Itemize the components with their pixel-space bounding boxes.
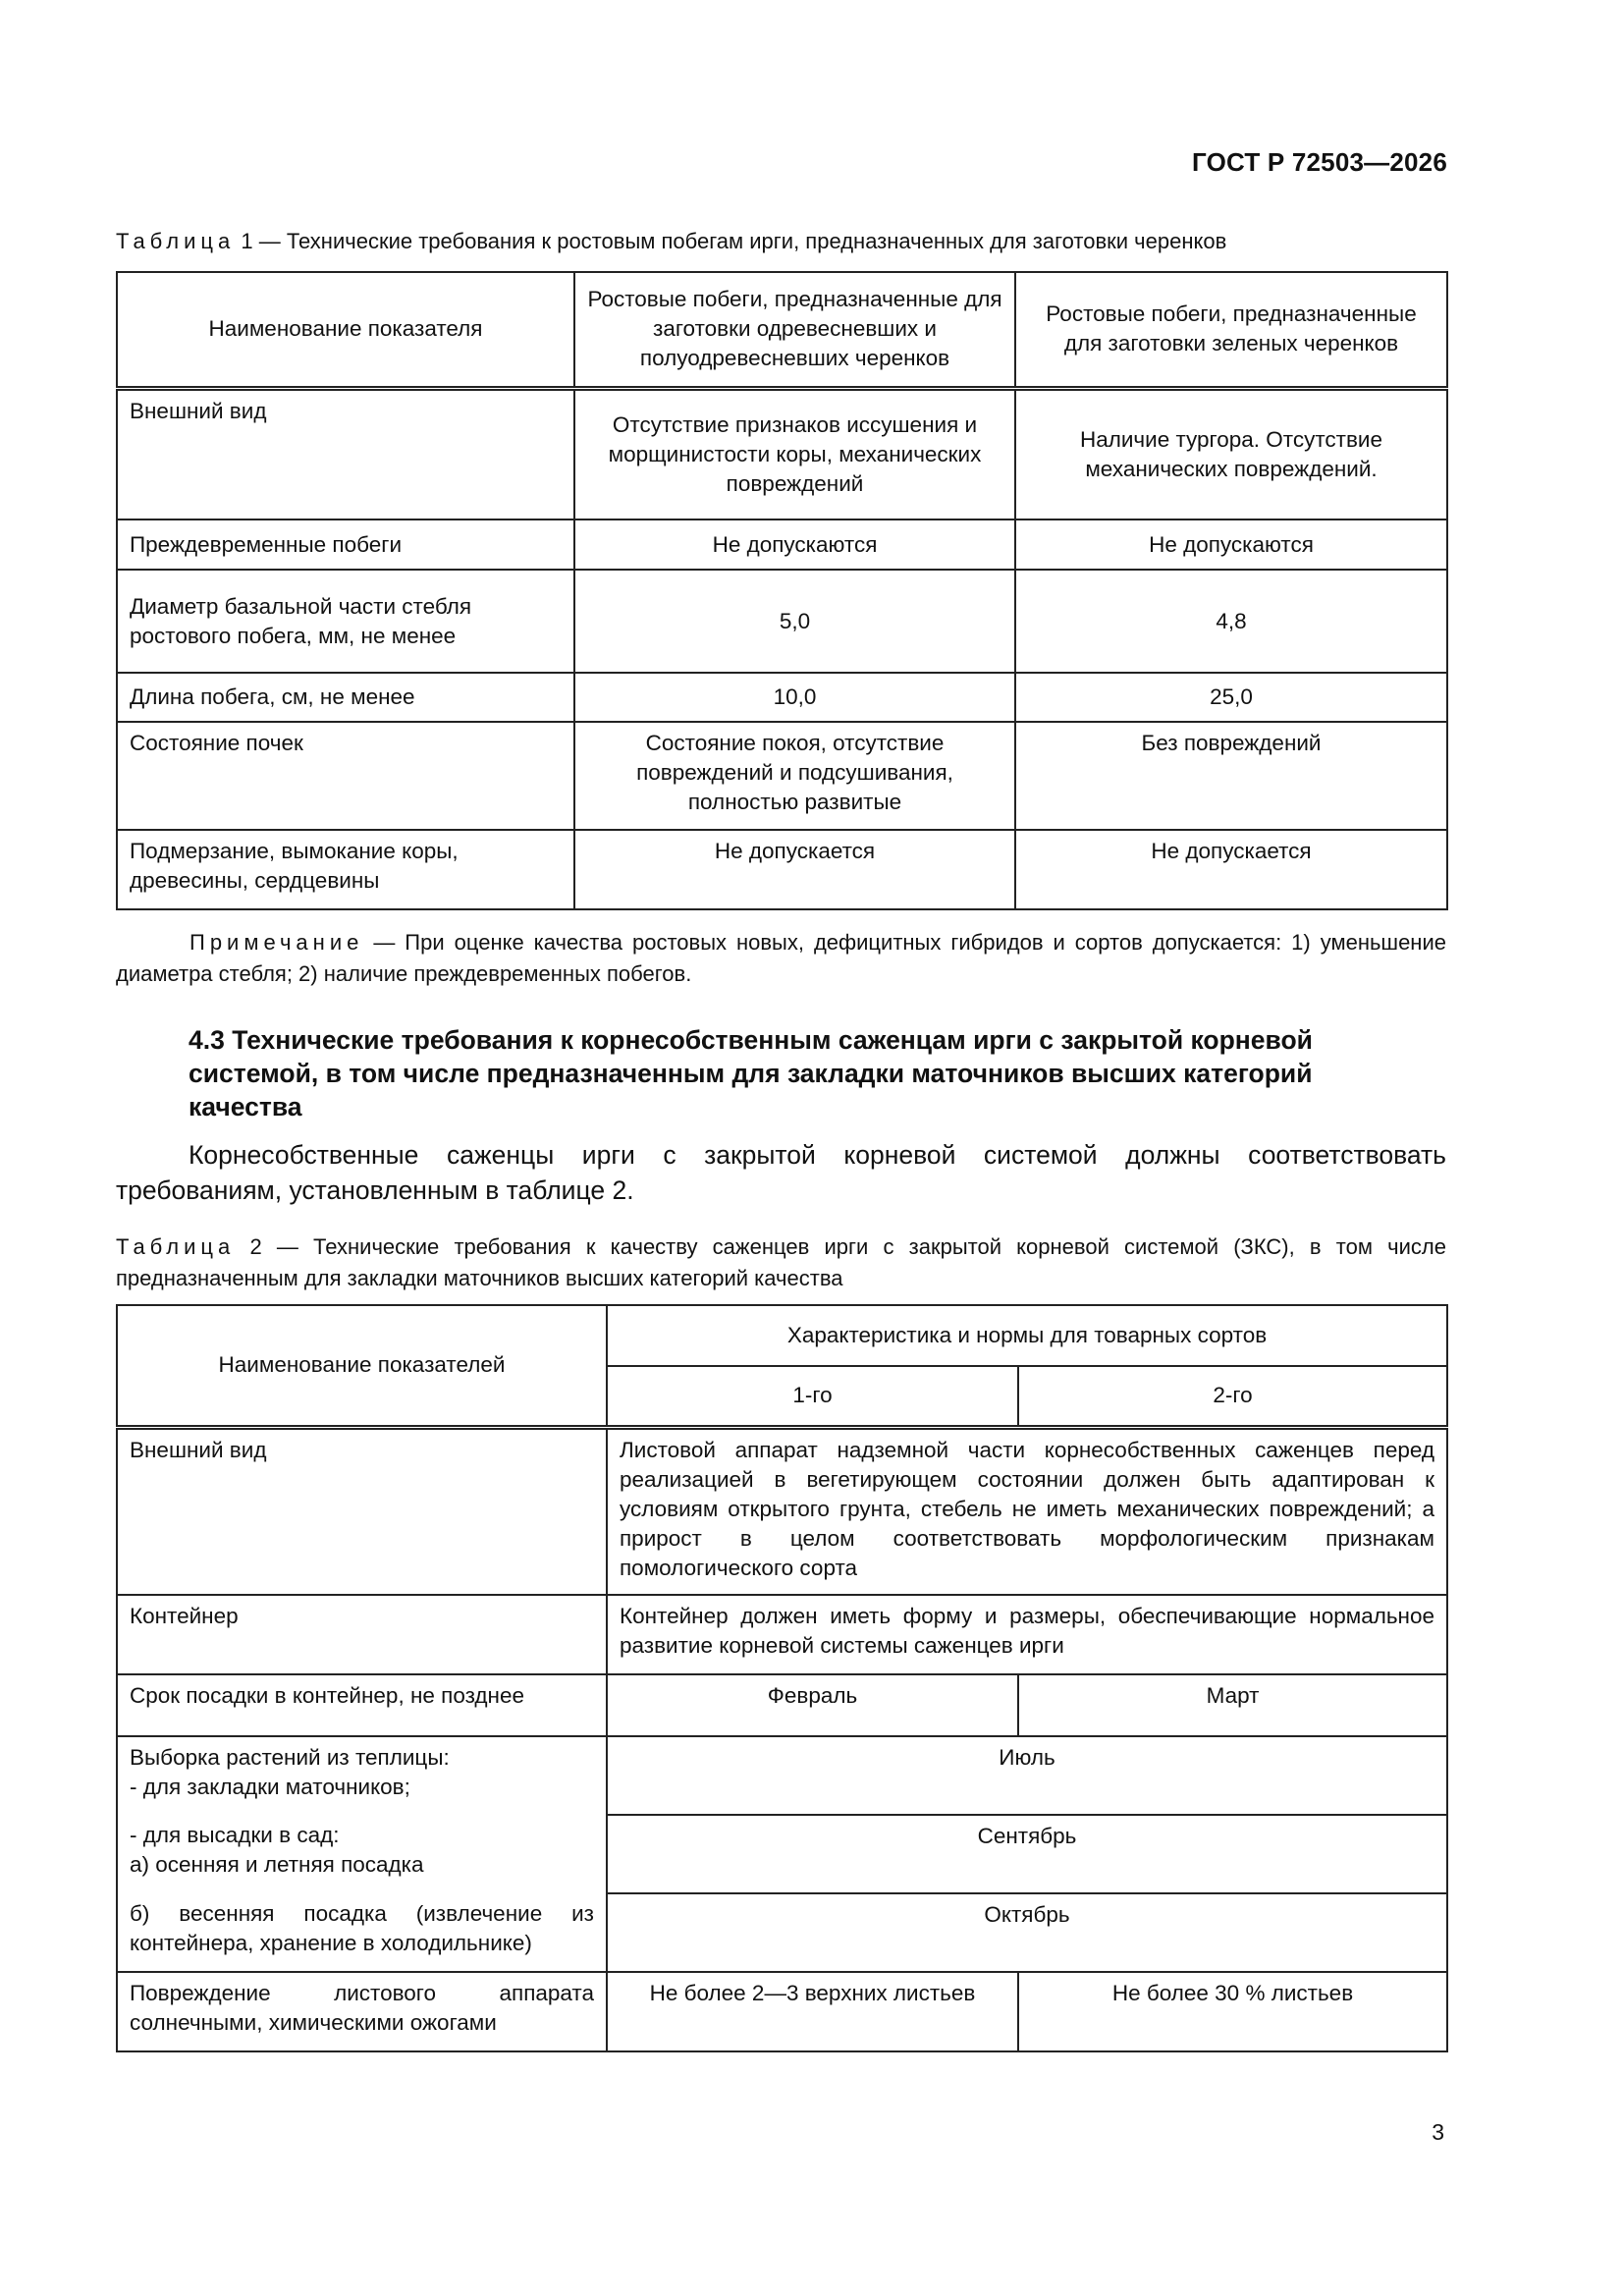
table-row bbox=[117, 1427, 1447, 1595]
table-row bbox=[117, 673, 1447, 722]
table2-row-col1: Февраль bbox=[607, 1674, 1018, 1736]
table-row bbox=[117, 1674, 1447, 1736]
table1-row-col1: 5,0 bbox=[574, 570, 1015, 673]
table2-header-row bbox=[117, 1305, 1447, 1366]
table1-row-col1: 10,0 bbox=[574, 673, 1015, 722]
table2-row-name: Внешний вид bbox=[117, 1427, 607, 1595]
table1-row-col1: Не допускаются bbox=[574, 519, 1015, 570]
table-row bbox=[117, 1815, 1447, 1893]
table2-row-value: Листовой аппарат надземной части корнесобственных саженцев перед реализацией в вегетирующем состоянии должен быть адаптирован к условиям открытого грунта, стебель не иметь механических повреждений; а прирост в целом соответствовать морфологическим признакам помологического сорта bbox=[607, 1427, 1447, 1595]
table1-note bbox=[116, 927, 1446, 990]
table2-row-col1: Не более 2—3 верхних листьев bbox=[607, 1972, 1018, 2051]
table-row bbox=[117, 388, 1447, 519]
table1-row-col1: Состояние покоя, отсутствие повреждений и подсушивания, полностью развитые bbox=[574, 722, 1015, 830]
table2-row-name bbox=[117, 1736, 607, 1815]
table2-row-name bbox=[117, 1815, 607, 1893]
table2-caption-text: 2 — Технические требования к качеству саженцев ирги с закрытой корневой системой (ЗКС), в том числе предназначенным для закладки маточников высших категорий качества bbox=[116, 1234, 1446, 1290]
table1-row-col2: Не допускаются bbox=[1015, 519, 1447, 570]
selection-line1: Выборка растений из теплицы: bbox=[130, 1745, 450, 1770]
table-row bbox=[117, 570, 1447, 673]
table2-header-group: Характеристика и нормы для товарных сортов bbox=[607, 1305, 1447, 1366]
table2-row-col2: Март bbox=[1018, 1674, 1447, 1736]
table1-row-col2: 25,0 bbox=[1015, 673, 1447, 722]
table2-row-value: Сентябрь bbox=[607, 1815, 1447, 1893]
table1-row-col1: Не допускается bbox=[574, 830, 1015, 909]
table1-row-col1: Отсутствие признаков иссушения и морщинистости коры, механических повреждений bbox=[574, 388, 1015, 519]
garden-line2: а) осенняя и летняя посадка bbox=[130, 1852, 424, 1877]
table-row bbox=[117, 1595, 1447, 1674]
standard-number: ГОСТ Р 72503—2026 bbox=[1192, 147, 1447, 177]
table2-row-col2: Не более 30 % листьев bbox=[1018, 1972, 1447, 2051]
table1-row-name: Длина побега, см, не менее bbox=[117, 673, 574, 722]
table1-row-col2: 4,8 bbox=[1015, 570, 1447, 673]
table1-row-col2: Не допускается bbox=[1015, 830, 1447, 909]
section-title: 4.3 Технические требования к корнесобственным саженцам ирги с закрытой корневой системой, в том числе предназначенным для закладки маточников высших категорий качества bbox=[189, 1025, 1313, 1121]
table2-header-sub1: 1-го bbox=[607, 1366, 1018, 1427]
garden-line1: - для высадки в сад: bbox=[130, 1823, 340, 1847]
page-number: 3 bbox=[1432, 2119, 1444, 2145]
table1-header-col2: Ростовые побеги, предназначенные для заготовки зеленых черенков bbox=[1015, 272, 1447, 388]
table1-header-col1: Ростовые побеги, предназначенные для заготовки одревесневших и полуодревесневших черенков bbox=[574, 272, 1015, 388]
note-label: Примечание bbox=[189, 930, 364, 955]
table2-caption bbox=[116, 1231, 1446, 1294]
table1-row-name: Диаметр базальной части стебля ростового побега, мм, не менее bbox=[117, 570, 574, 673]
table-row bbox=[117, 830, 1447, 909]
section-paragraph: Корнесобственные саженцы ирги с закрытой корневой системой должны соответствовать требованиям, установленным в таблице 2. bbox=[116, 1140, 1446, 1205]
table1-header-row bbox=[117, 272, 1447, 388]
table2-caption-label: Таблица bbox=[116, 1234, 236, 1259]
table-row bbox=[117, 1893, 1447, 1972]
table2-row-name: Контейнер bbox=[117, 1595, 607, 1674]
table1-caption-label: Таблица bbox=[116, 229, 236, 253]
table-row bbox=[117, 722, 1447, 830]
table1-row-name: Внешний вид bbox=[117, 388, 574, 519]
table2-row-name: Срок посадки в контейнер, не позднее bbox=[117, 1674, 607, 1736]
table-row bbox=[117, 1736, 1447, 1815]
table1-row-name: Подмерзание, вымокание коры, древесины, сердцевины bbox=[117, 830, 574, 909]
table1-caption bbox=[116, 226, 1446, 257]
table2 bbox=[116, 1304, 1448, 2052]
selection-line2: - для закладки маточников; bbox=[130, 1775, 410, 1799]
table-row bbox=[117, 519, 1447, 570]
table2-header-sub2: 2-го bbox=[1018, 1366, 1447, 1427]
table-row bbox=[117, 1972, 1447, 2051]
table1-caption-text: 1 — Технические требования к ростовым побегам ирги, предназначенных для заготовки черенков bbox=[241, 229, 1227, 253]
table2-header-name: Наименование показателей bbox=[117, 1305, 607, 1427]
table2-row-name: Повреждение листового аппарата солнечными, химическими ожогами bbox=[117, 1972, 607, 2051]
table2-row-value: Июль bbox=[607, 1736, 1447, 1815]
table2-row-value: Октябрь bbox=[607, 1893, 1447, 1972]
table2-row-name: б) весенняя посадка (извлечение из контейнера, хранение в холодильнике) bbox=[117, 1893, 607, 1972]
table2-row-value: Контейнер должен иметь форму и размеры, обеспечивающие нормальное развитие корневой системы саженцев ирги bbox=[607, 1595, 1447, 1674]
table1 bbox=[116, 271, 1448, 910]
note-text: — При оценке качества ростовых новых, дефицитных гибридов и сортов допускается: 1) уменьшение диаметра стебля; 2) наличие преждевременных побегов. bbox=[116, 930, 1446, 986]
table1-row-col2: Наличие тургора. Отсутствие механических повреждений. bbox=[1015, 388, 1447, 519]
table1-row-name: Состояние почек bbox=[117, 722, 574, 830]
table1-header-name: Наименование показателя bbox=[117, 272, 574, 388]
table1-row-name: Преждевременные побеги bbox=[117, 519, 574, 570]
table1-row-col2: Без повреждений bbox=[1015, 722, 1447, 830]
